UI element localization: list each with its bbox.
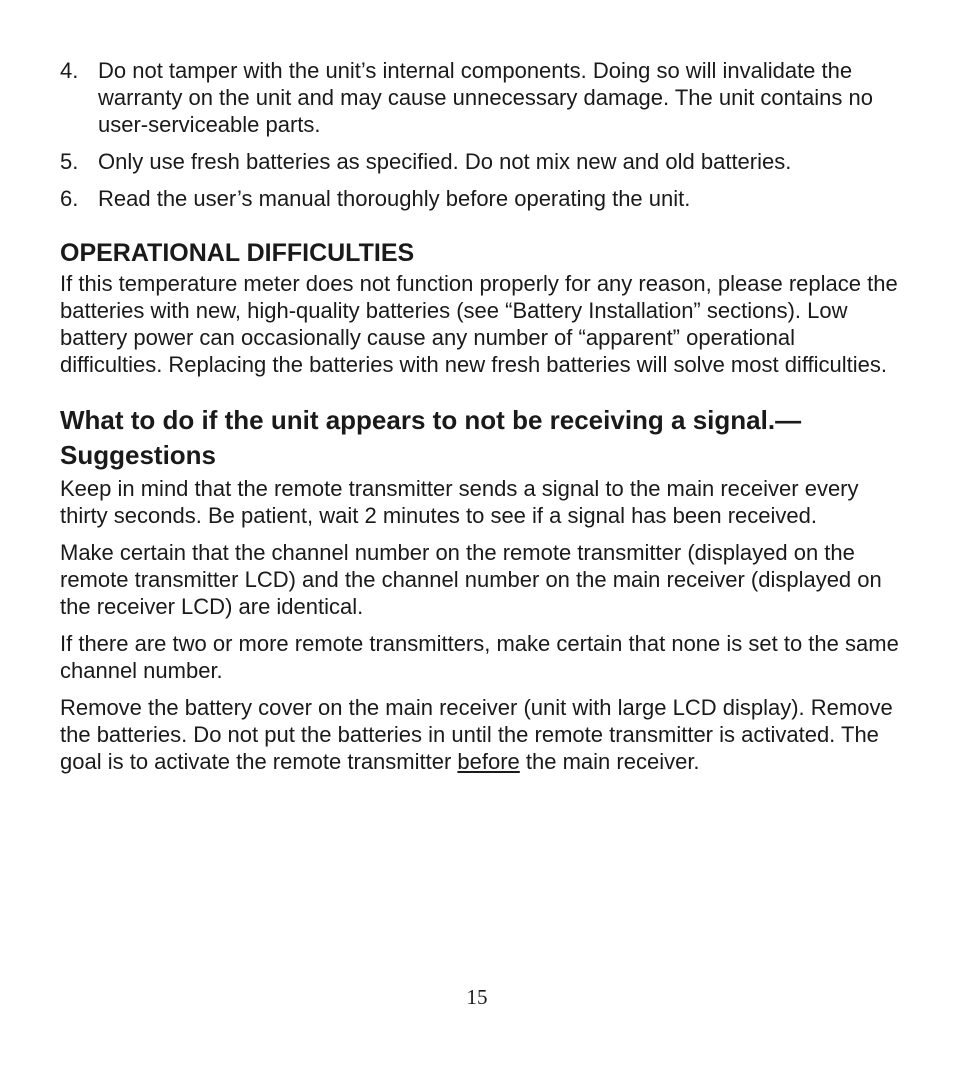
list-item — [60, 57, 900, 138]
list-item-text: Do not tamper with the unit’s internal components. Doing so will invalidate the warranty on the unit and may cause unnecessary damage. The unit contains no user-serviceable parts. — [98, 58, 873, 137]
paragraph-4-end: the main receiver. — [519, 749, 700, 774]
list-item-number: 4. — [60, 58, 79, 83]
paragraph-4-start: Remove the battery cover on the main receiver (unit with large LCD display). Remove the batteries. Do not put the batteries in until the remote transmitter is activated. The goal is to activate the remote transmitter — [60, 695, 893, 774]
manual-page — [60, 57, 900, 775]
list-item — [60, 148, 900, 175]
operational-difficulties-paragraph: If this temperature meter does not function properly for any reason, please replace the batteries with new, high-quality batteries (see “Battery Installation” sections). Low battery power can occasionally cause any number of “apparent” operational difficulties. Replacing the batteries with new fresh batteries will solve most difficulties. — [60, 271, 898, 377]
operational-difficulties-heading: OPERATIONAL DIFFICULTIES — [60, 239, 415, 267]
instruction-list — [60, 57, 900, 212]
underlined-before: before — [457, 749, 520, 774]
signal-paragraph-4 — [60, 694, 900, 775]
list-item-number: 6. — [60, 186, 79, 211]
list-item-number: 5. — [60, 149, 79, 174]
page-number: 15 — [466, 985, 488, 1009]
list-item-text: Read the user’s manual thoroughly before operating the unit. — [98, 186, 691, 211]
list-item-text: Only use fresh batteries as specified. Do not mix new and old batteries. — [98, 149, 792, 174]
signal-paragraph-2: Make certain that the channel number on the remote transmitter (displayed on the remote transmitter LCD) and the channel number on the main receiver (displayed on the receiver LCD) are identical. — [60, 540, 882, 619]
signal-suggestions-heading: What to do if the unit appears to not be receiving a signal.—Suggestions — [60, 405, 802, 470]
list-item — [60, 185, 900, 212]
signal-paragraph-1: Keep in mind that the remote transmitter sends a signal to the main receiver every thirty seconds. Be patient, wait 2 minutes to see if a signal has been received. — [60, 476, 859, 528]
signal-paragraph-3: If there are two or more remote transmitters, make certain that none is set to the same channel number. — [60, 631, 899, 683]
